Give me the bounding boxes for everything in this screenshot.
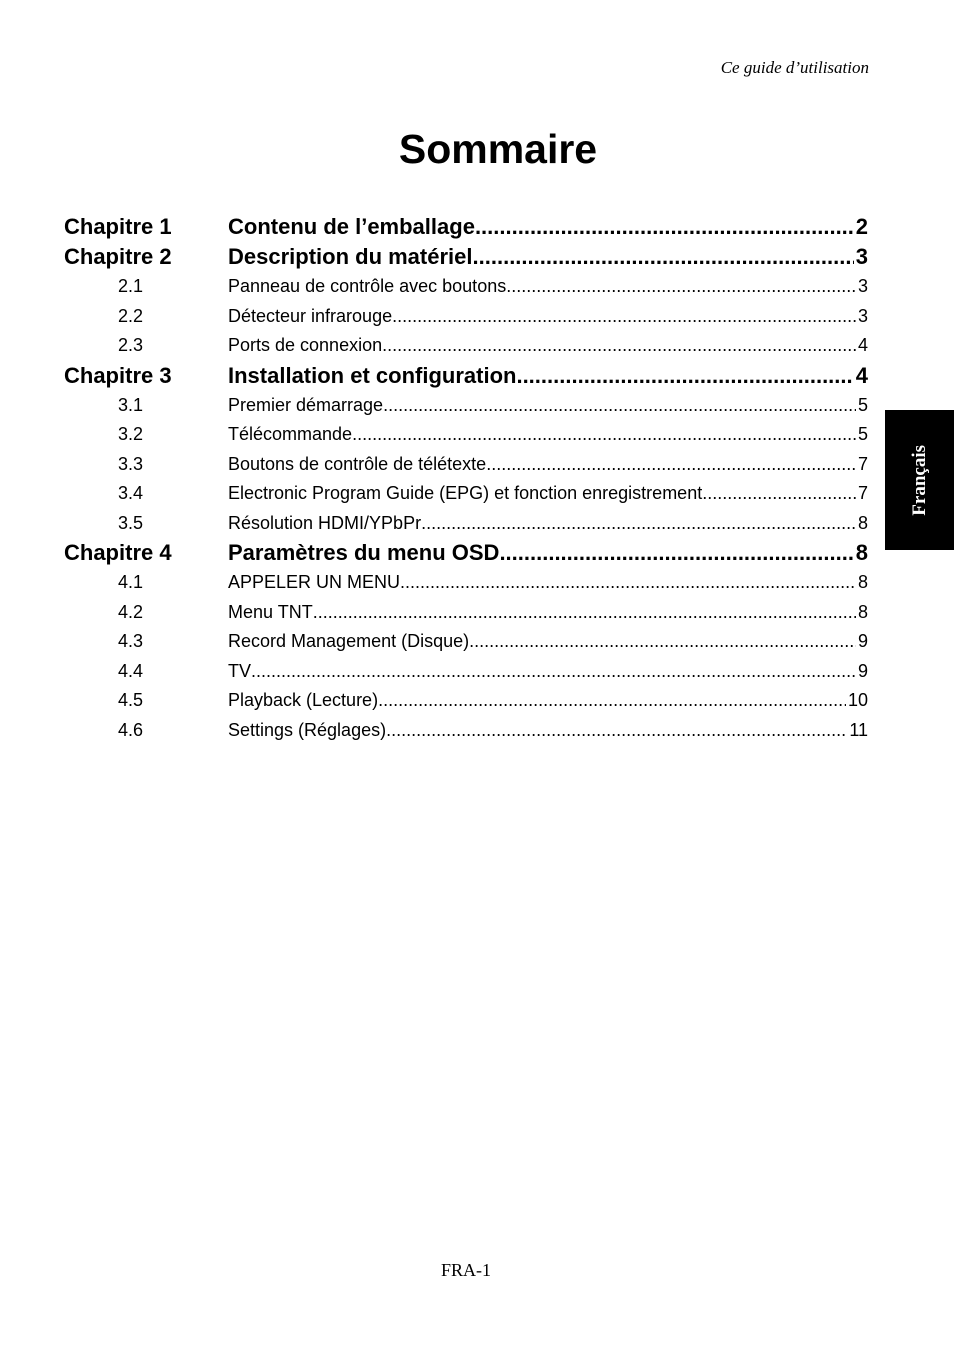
toc-entry-page: 5 — [857, 394, 868, 415]
toc-dot-leader — [486, 450, 856, 480]
toc-dot-leader — [702, 479, 856, 509]
toc-entry-title: Détecteur infrarouge — [228, 305, 393, 326]
toc-entry-number: Chapitre 4 — [64, 540, 172, 565]
toc-entry-page: 8 — [857, 512, 868, 533]
toc-entry-title: Settings (Réglages) — [228, 719, 387, 740]
toc-entry — [228, 272, 868, 302]
toc-entry — [228, 686, 868, 716]
toc-section-row — [64, 568, 868, 598]
toc-chapter-row — [64, 361, 868, 391]
toc-section-row — [64, 450, 868, 480]
toc-section-row — [64, 391, 868, 421]
toc-entry-number: 3.4 — [118, 483, 144, 503]
toc-entry-page: 7 — [857, 453, 868, 474]
toc-entry — [228, 361, 868, 391]
toc-entry-title: Ports de connexion — [228, 335, 383, 355]
toc-dot-leader — [378, 686, 846, 716]
toc-entry-number: 3.2 — [118, 424, 144, 444]
toc-entry-page: 3 — [855, 244, 868, 269]
toc-section-row — [64, 716, 868, 746]
toc-section-row — [64, 479, 868, 509]
table-of-contents — [64, 212, 868, 745]
toc-entry-title: Playback (Lecture) — [228, 690, 379, 710]
toc-chapter-row — [64, 212, 868, 242]
toc-entry — [228, 242, 868, 272]
toc-dot-leader — [516, 361, 853, 391]
toc-entry — [228, 302, 868, 332]
toc-entry — [228, 568, 868, 598]
toc-entry-number: 3.3 — [118, 453, 144, 474]
toc-section-row — [64, 509, 868, 539]
toc-section-row — [64, 627, 868, 657]
toc-entry-title: Paramètres du menu OSD — [228, 540, 500, 565]
toc-entry-title: Résolution HDMI/YPbPr — [228, 512, 422, 533]
toc-entry-page: 2 — [855, 214, 868, 239]
toc-entry-title: Description du matériel — [228, 244, 473, 269]
toc-entry-number: Chapitre 1 — [64, 214, 172, 239]
toc-entry-page: 11 — [849, 719, 868, 740]
toc-entry-number: 2.3 — [118, 335, 144, 355]
toc-entry — [228, 420, 868, 450]
page-number: FRA-1 — [440, 1260, 491, 1280]
toc-entry — [228, 627, 868, 657]
toc-entry-title: Boutons de contrôle de télétexte — [228, 453, 487, 474]
toc-chapter-row — [64, 538, 868, 568]
toc-entry-number: 4.4 — [118, 660, 144, 681]
toc-section-row — [64, 657, 868, 687]
toc-chapter-row — [64, 242, 868, 272]
toc-entry — [228, 479, 868, 509]
toc-entry-page: 9 — [857, 660, 868, 681]
toc-entry-title: APPELER UN MENU — [228, 572, 401, 592]
toc-dot-leader — [386, 716, 847, 746]
toc-entry — [228, 509, 868, 539]
toc-entry-title: Record Management (Disque) — [228, 631, 470, 651]
toc-entry — [228, 391, 868, 421]
toc-entry-number: 2.2 — [118, 305, 144, 326]
toc-entry-page: 5 — [857, 424, 868, 444]
toc-dot-leader — [506, 272, 856, 302]
toc-section-row — [64, 331, 868, 361]
toc-entry-page: 8 — [857, 601, 868, 622]
toc-entry-title: Electronic Program Guide (EPG) et fonction enregistrement — [228, 483, 703, 503]
toc-entry — [228, 331, 868, 361]
toc-dot-leader — [382, 331, 856, 361]
toc-entry — [228, 598, 868, 628]
toc-dot-leader — [251, 657, 856, 687]
toc-dot-leader — [469, 627, 856, 657]
toc-section-row — [64, 598, 868, 628]
toc-entry-number: 4.6 — [118, 719, 144, 740]
toc-entry-page: 7 — [857, 483, 868, 503]
language-tab-label: Français — [908, 444, 930, 516]
toc-entry-title: Panneau de contrôle avec boutons — [228, 276, 507, 296]
page-title: Sommaire — [398, 126, 598, 172]
header-guide-label: Ce guide d’utilisation — [720, 58, 869, 77]
toc-entry-number: 4.3 — [118, 631, 144, 651]
language-tab — [885, 410, 954, 550]
toc-entry-number: 4.2 — [118, 601, 144, 622]
toc-entry-title: Télécommande — [228, 424, 353, 444]
toc-dot-leader — [392, 302, 856, 332]
toc-entry-number: Chapitre 2 — [64, 244, 172, 269]
toc-entry-title: Premier démarrage — [228, 394, 384, 415]
toc-entry-page: 3 — [857, 276, 868, 296]
toc-entry-page: 10 — [847, 690, 868, 710]
toc-entry — [228, 450, 868, 480]
toc-section-row — [64, 272, 868, 302]
toc-entry-number: Chapitre 3 — [64, 362, 172, 388]
toc-section-row — [64, 686, 868, 716]
toc-entry — [228, 538, 868, 568]
toc-entry-page: 3 — [857, 305, 868, 326]
toc-entry — [228, 716, 868, 746]
toc-entry-title: Menu TNT — [228, 601, 313, 622]
toc-entry — [228, 212, 868, 242]
toc-entry-page: 8 — [855, 540, 868, 565]
toc-entry-title: TV — [228, 660, 252, 681]
toc-dot-leader — [313, 598, 856, 628]
toc-dot-leader — [421, 509, 856, 539]
toc-dot-leader — [400, 568, 856, 598]
toc-entry-number: 2.1 — [118, 276, 144, 296]
toc-section-row — [64, 420, 868, 450]
toc-entry-number: 3.5 — [118, 512, 144, 533]
toc-dot-leader — [473, 242, 854, 272]
toc-dot-leader — [352, 420, 856, 450]
toc-entry-page: 4 — [855, 362, 868, 388]
toc-entry-number: 4.1 — [118, 572, 144, 592]
toc-entry-page: 4 — [857, 335, 868, 355]
toc-entry-page: 8 — [857, 572, 868, 592]
toc-entry-number: 4.5 — [118, 690, 144, 710]
toc-entry-title: Installation et configuration — [228, 362, 517, 388]
toc-dot-leader — [499, 538, 853, 568]
toc-dot-leader — [383, 391, 856, 421]
toc-dot-leader — [475, 212, 854, 242]
toc-entry-page: 9 — [857, 631, 868, 651]
toc-section-row — [64, 302, 868, 332]
toc-entry-number: 3.1 — [118, 394, 144, 415]
toc-entry — [228, 657, 868, 687]
toc-entry-title: Contenu de l’emballage — [228, 214, 475, 239]
